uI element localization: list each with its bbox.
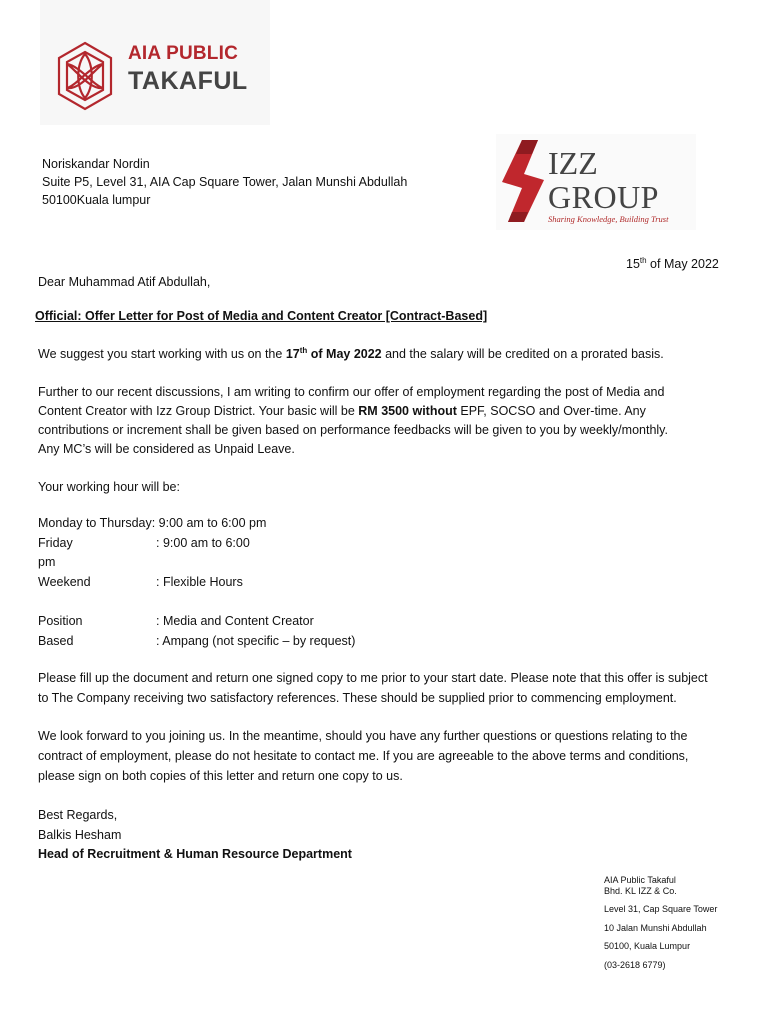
schedule-monday-thursday: Monday to Thursday: 9:00 am to 6:00 pm [38,516,267,530]
footer-phone: (03-2618 6779) [604,960,666,970]
aia-logo-line2: TAKAFUL [128,67,248,95]
position-value: : Media and Content Creator [156,614,314,628]
recipient-name: Noriskandar Nordin [42,157,150,171]
schedule-weekend-value: : Flexible Hours [156,575,243,589]
salary-amount: RM 3500 without [358,404,457,418]
schedule-friday-wrap: pm [38,555,56,569]
signatory-name: Balkis Hesham [38,828,122,842]
return-document-line2: to The Company receiving two satisfactory references. These should be supplied prior to commencing employment. [38,691,677,705]
start-day-suffix: th [299,345,308,355]
izz-logo-line2: GROUP [548,179,659,215]
return-document-line1: Please fill up the document and return one signed copy to me prior to your start date. Please note that this offer is subject [38,671,708,685]
offer-paragraph-line4: Any MC’s will be considered as Unpaid Leave. [38,442,295,456]
recipient-address-line2: 50100Kuala lumpur [42,193,151,207]
schedule-weekend-label: Weekend [38,575,91,589]
aia-flower-logo-icon [54,40,116,112]
salary-post: EPF, SOCSO and Over-time. Any [456,404,646,418]
schedule-friday-value: : 9:00 am to 6:00 [156,536,250,550]
aia-logo-line1: AIA PUBLIC [128,43,239,64]
para1-post: and the salary will be credited on a prorated basis. [381,347,664,361]
izz-ribbon-logo-icon [498,140,548,222]
closing-paragraph-line3: please sign on both copies of this letter and return one copy to us. [38,769,403,783]
aia-logo-wordmark [128,42,248,96]
footer-company-line1: AIA Public Takaful [604,875,676,885]
salutation: Dear Muhammad Atif Abdullah, [38,275,211,289]
offer-paragraph-line2 [38,402,646,422]
footer-address-line1: Level 31, Cap Square Tower [604,904,718,914]
date-day: 15 [626,257,640,271]
izz-logo-line1: IZZ [548,145,598,181]
based-value: : Ampang (not specific – by request) [156,634,356,648]
based-label: Based [38,634,74,648]
signatory-title: Head of Recruitment & Human Resource Department [38,847,352,861]
para1-pre: We suggest you start working with us on the [38,347,286,361]
footer-company-line2: Bhd. KL IZZ & Co. [604,886,677,896]
date-suffix: th [639,255,647,265]
letter-subject: Official: Offer Letter for Post of Media and Content Creator [Contract-Based] [35,309,488,323]
footer-address-line3: 50100, Kuala Lumpur [604,941,691,951]
offer-paragraph-line1: Further to our recent discussions, I am writing to confirm our offer of employment regarding the post of Media and [38,385,665,399]
closing-paragraph-line2: contract of employment, please do not hesitate to contact me. If you are agreeable to the above terms and conditions, [38,749,689,763]
start-date-paragraph [38,345,664,365]
position-label: Position [38,614,83,628]
start-day: 17 [285,347,300,361]
working-hours-intro: Your working hour will be: [38,480,180,494]
offer-paragraph-line3: contributions or increment shall be given based on performance feedbacks will be given to you by weekly/monthly. [38,423,668,437]
start-month-year: of May 2022 [307,347,382,361]
closing-paragraph-line1: We look forward to you joining us. In the meantime, should you have any further questions or questions relating to the [38,729,688,743]
schedule-friday-label: Friday [38,536,73,550]
best-regards: Best Regards, [38,808,118,822]
recipient-address-line1: Suite P5, Level 31, AIA Cap Square Tower, Jalan Munshi Abdullah [42,175,408,189]
izz-logo-tagline: Sharing Knowledge, Building Trust [548,214,669,224]
izz-logo-wordmark [548,146,668,224]
footer-address-line2: 10 Jalan Munshi Abdullah [604,923,707,933]
date-rest: of May 2022 [646,257,719,271]
letter-date [626,255,719,275]
salary-pre: Content Creator with Izz Group District. Your basic will be [38,404,359,418]
